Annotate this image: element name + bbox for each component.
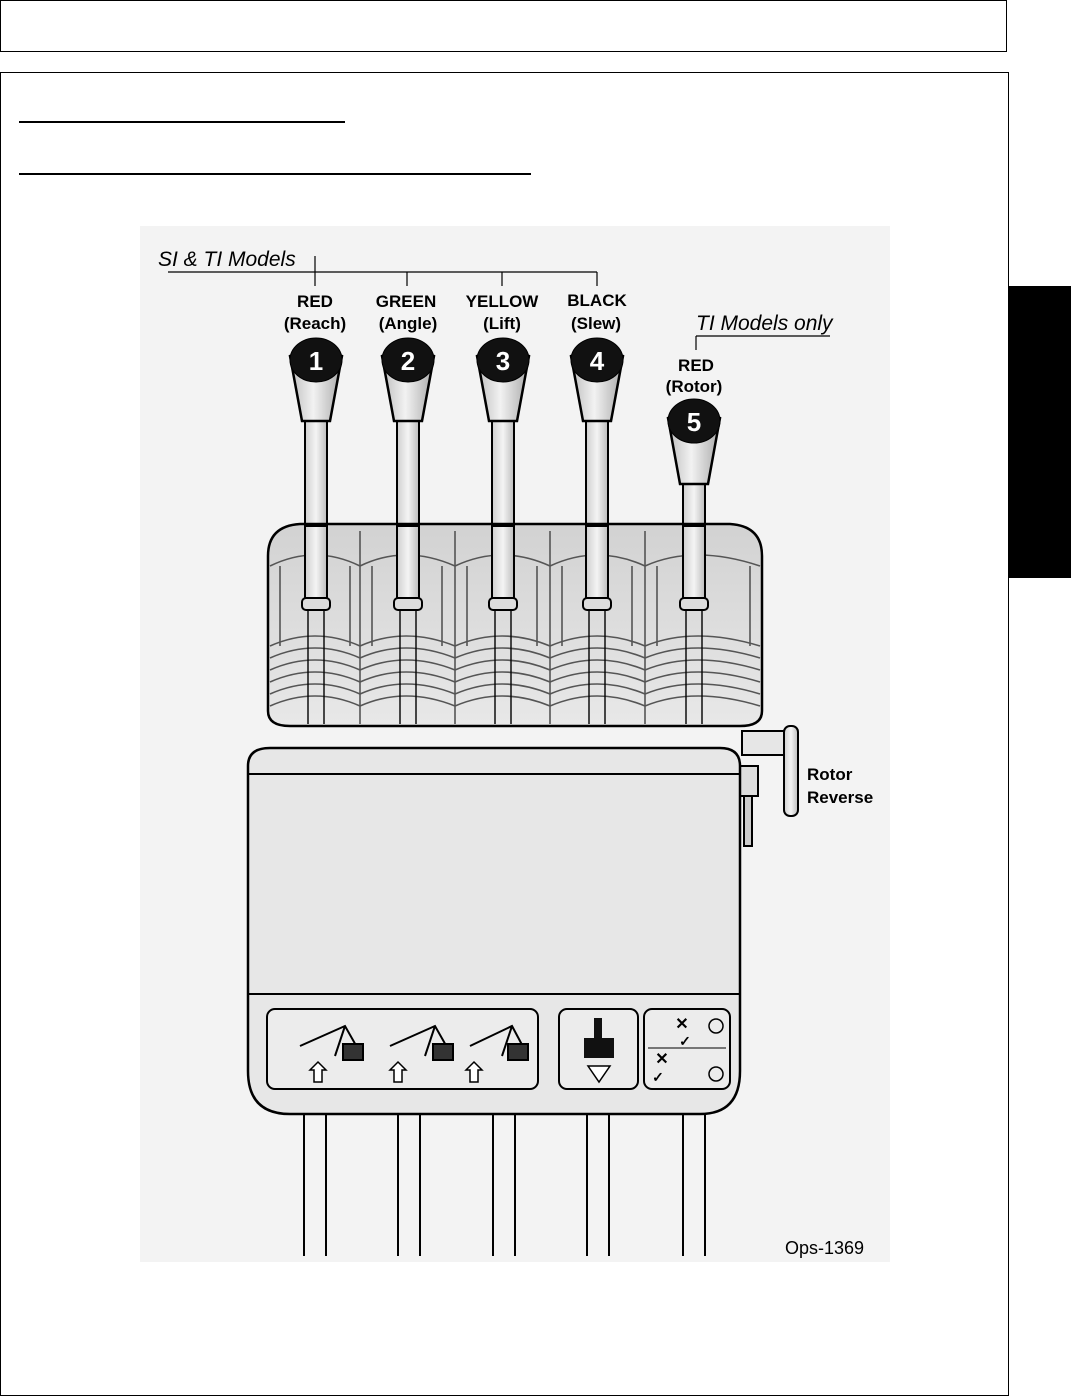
function-decal-rotor	[644, 1009, 730, 1089]
function-decal-slew	[559, 1009, 638, 1089]
svg-text:✕: ✕	[675, 1016, 689, 1033]
valve-bank-boots	[268, 524, 762, 726]
function-decal-left	[267, 1009, 538, 1089]
lever-1-function-label: (Reach)	[283, 314, 347, 333]
lever-2-color-label: GREEN	[375, 292, 437, 311]
section-heading-underline	[19, 121, 345, 123]
control-valve-illustration	[140, 226, 890, 1262]
lever-3-color-label: YELLOW	[465, 292, 539, 311]
group-label-ti-only: TI Models only	[696, 312, 833, 335]
rotor-reverse-label-line1: Rotor	[807, 765, 853, 784]
lever-1-number: 1	[308, 346, 324, 376]
page-header-box	[0, 0, 1007, 52]
lever-3-function-label: (Lift)	[483, 314, 521, 333]
lever-2-number: 2	[400, 346, 416, 376]
svg-text:✓: ✓	[679, 1033, 691, 1049]
lever-1-color-label: RED	[297, 292, 333, 311]
section-side-tab	[1009, 286, 1071, 578]
lever-4-function-label: (Slew)	[570, 314, 622, 333]
lever-2-function-label: (Angle)	[378, 314, 438, 333]
lever-4-color-label: BLACK	[567, 291, 627, 310]
group-label-all-models: SI & TI Models	[158, 248, 296, 271]
lever-3-number: 3	[495, 346, 511, 376]
lever-5-color-label: RED	[678, 356, 714, 375]
svg-text:✓: ✓	[652, 1069, 664, 1085]
rotor-reverse-label-line2: Reverse	[807, 788, 874, 807]
lever-5-function-label: (Rotor)	[665, 377, 723, 396]
figure-id: Ops-1369	[785, 1238, 865, 1258]
lever-5-number: 5	[686, 407, 702, 437]
joystick-control-figure	[140, 226, 890, 1262]
svg-text:✕: ✕	[655, 1051, 669, 1068]
sub-heading-underline	[19, 173, 531, 175]
lever-4-number: 4	[589, 346, 605, 376]
